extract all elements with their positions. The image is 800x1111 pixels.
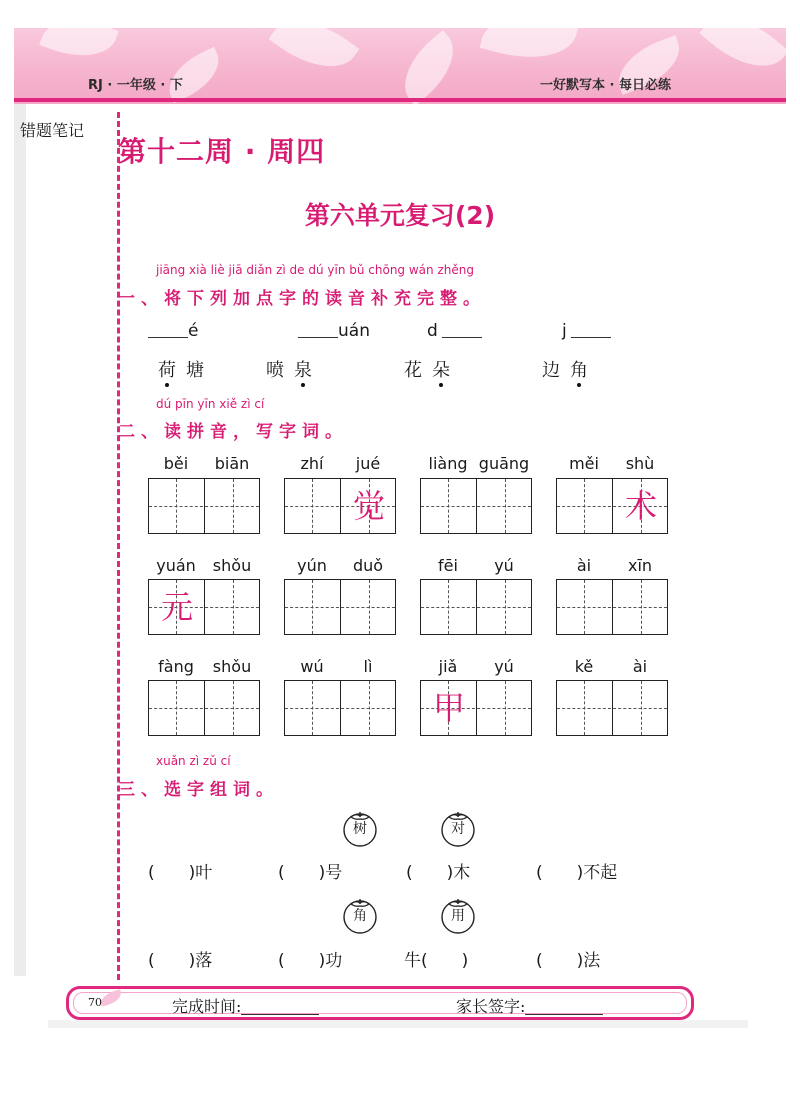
page-number: 70 bbox=[88, 996, 102, 1009]
unit-title: 第六单元复习(2) bbox=[304, 201, 496, 230]
word-huaduo: 花朵 bbox=[404, 360, 460, 381]
mistake-notes-label: 错题笔记 bbox=[20, 121, 85, 140]
choice-item[interactable]: ( )不起 bbox=[536, 863, 618, 883]
pinyin-syllable: liàng bbox=[428, 454, 468, 473]
header-rule bbox=[14, 98, 786, 102]
pinyin-syllable: jué bbox=[355, 454, 381, 473]
writing-box[interactable] bbox=[284, 579, 396, 635]
petal-decoration bbox=[699, 28, 786, 85]
writing-box[interactable] bbox=[420, 478, 532, 534]
pinyin-syllable: duǒ bbox=[352, 556, 384, 575]
word-bianjiao: 边角 bbox=[542, 360, 598, 381]
blank-item-2: uán bbox=[298, 321, 370, 341]
pinyin-syllable: ài bbox=[632, 657, 648, 676]
choice-item[interactable]: ( )号 bbox=[278, 863, 343, 883]
choice-fruit-4: 用 bbox=[438, 895, 478, 935]
pinyin-syllable: shǒu bbox=[212, 556, 252, 575]
pinyin-syllable: wú bbox=[300, 657, 324, 676]
writing-box[interactable] bbox=[420, 579, 532, 635]
pinyin-syllable: guāng bbox=[478, 454, 530, 473]
pinyin-syllable: fàng bbox=[158, 657, 194, 676]
blank-item-1: é bbox=[148, 321, 198, 341]
choice-fruit-1: 树 bbox=[340, 808, 380, 848]
choice-item[interactable]: 牛( ) bbox=[404, 951, 469, 971]
pinyin-pair bbox=[148, 657, 260, 677]
writing-box[interactable] bbox=[556, 680, 668, 736]
answer-blank[interactable] bbox=[571, 337, 611, 338]
section3-pinyin: xuǎn zì zǔ cí bbox=[156, 754, 231, 768]
pinyin-syllable: xīn bbox=[627, 556, 653, 575]
writing-box[interactable] bbox=[148, 478, 260, 534]
section2-heading: 二、读拼音，写字词。 bbox=[118, 422, 348, 442]
petal-decoration bbox=[269, 28, 360, 85]
pinyin-syllable: yún bbox=[297, 556, 327, 575]
choice-item[interactable]: ( )木 bbox=[406, 863, 471, 883]
handwritten-char: 元 bbox=[160, 588, 193, 626]
choice-item[interactable]: ( )叶 bbox=[148, 863, 213, 883]
writing-box[interactable] bbox=[148, 579, 260, 635]
pinyin-pair bbox=[148, 556, 260, 576]
pinyin-syllable: yuán bbox=[156, 556, 196, 575]
petal-decoration bbox=[39, 28, 118, 69]
pinyin-pair bbox=[284, 454, 396, 474]
pinyin-syllable: lì bbox=[363, 657, 373, 676]
answer-blank[interactable] bbox=[148, 337, 188, 338]
pinyin-syllable: zhí bbox=[300, 454, 324, 473]
word-penquan: 喷泉 bbox=[266, 360, 322, 381]
pinyin-syllable: yú bbox=[494, 556, 514, 575]
blank-item-4: j bbox=[562, 321, 611, 341]
margin-strip bbox=[14, 104, 26, 976]
header-series: 一好默写本 · 每日必练 bbox=[540, 78, 671, 93]
pinyin-syllable: fēi bbox=[438, 556, 458, 575]
parent-signature-input[interactable] bbox=[525, 1014, 603, 1015]
header-grade: RJ · 一年级 · 下 bbox=[88, 78, 183, 93]
handwritten-char: 觉 bbox=[352, 487, 385, 525]
choice-fruit-2: 对 bbox=[438, 808, 478, 848]
handwritten-char: 术 bbox=[624, 487, 657, 525]
writing-box[interactable] bbox=[420, 680, 532, 736]
pinyin-pair bbox=[420, 454, 532, 474]
pinyin-syllable: měi bbox=[569, 454, 599, 473]
petal-decoration bbox=[480, 28, 579, 71]
writing-box[interactable] bbox=[284, 680, 396, 736]
week-title: 第十二周 · 周四 bbox=[118, 135, 326, 168]
section3-heading: 三、选字组词。 bbox=[118, 780, 279, 800]
parent-signature-field: 家长签字: bbox=[456, 994, 603, 1017]
section1-pinyin: jiāng xià liè jiā diǎn zì de dú yīn bǔ chōng wán zhěng bbox=[156, 263, 474, 277]
answer-blank[interactable] bbox=[442, 337, 482, 338]
pinyin-pair bbox=[148, 454, 260, 474]
choice-item[interactable]: ( )落 bbox=[148, 951, 213, 971]
writing-box[interactable] bbox=[148, 680, 260, 736]
footer-shadow bbox=[48, 1020, 748, 1028]
writing-box[interactable] bbox=[556, 478, 668, 534]
pinyin-syllable: běi bbox=[163, 454, 189, 473]
writing-box[interactable] bbox=[284, 478, 396, 534]
answer-blank[interactable] bbox=[298, 337, 338, 338]
completion-time-field: 完成时间: bbox=[172, 994, 319, 1017]
margin-dashed-line bbox=[117, 112, 120, 980]
pinyin-syllable: shù bbox=[625, 454, 655, 473]
petal-decoration bbox=[389, 30, 468, 104]
section2-pinyin: dú pīn yīn xiě zì cí bbox=[156, 397, 265, 411]
pinyin-syllable: biān bbox=[214, 454, 250, 473]
pinyin-syllable: shǒu bbox=[212, 657, 252, 676]
handwritten-char: 甲 bbox=[432, 689, 465, 727]
choice-item[interactable]: ( )法 bbox=[536, 951, 601, 971]
choice-item[interactable]: ( )功 bbox=[278, 951, 343, 971]
choice-fruit-3: 角 bbox=[340, 895, 380, 935]
pinyin-syllable: kě bbox=[574, 657, 594, 676]
pinyin-pair bbox=[420, 657, 532, 677]
pinyin-pair bbox=[556, 556, 668, 576]
pinyin-pair bbox=[284, 556, 396, 576]
pinyin-pair bbox=[556, 657, 668, 677]
pinyin-syllable: ài bbox=[576, 556, 592, 575]
pinyin-syllable: yú bbox=[494, 657, 514, 676]
pinyin-pair bbox=[284, 657, 396, 677]
word-hetang: 荷塘 bbox=[158, 360, 214, 381]
blank-item-3: d bbox=[427, 321, 482, 341]
section1-heading: 一、将下列加点字的读音补充完整。 bbox=[118, 289, 486, 309]
writing-box[interactable] bbox=[556, 579, 668, 635]
pinyin-pair bbox=[420, 556, 532, 576]
completion-time-input[interactable] bbox=[241, 1014, 319, 1015]
pinyin-pair bbox=[556, 454, 668, 474]
pinyin-syllable: jiǎ bbox=[438, 657, 458, 676]
